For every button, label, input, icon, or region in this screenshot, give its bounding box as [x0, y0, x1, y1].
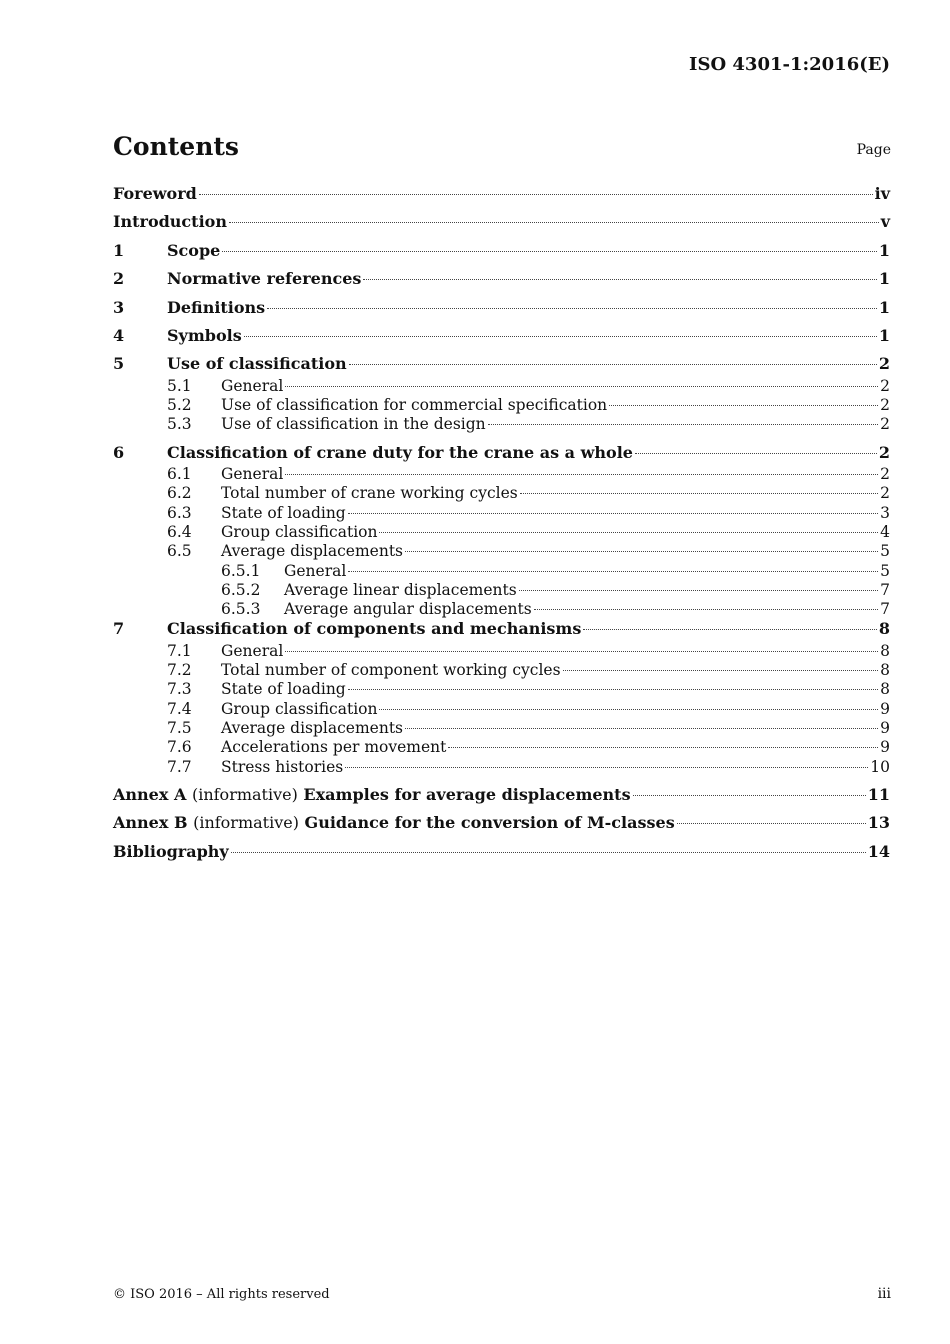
toc-entry-label: Stress histories [221, 757, 344, 776]
dot-leader [379, 532, 878, 533]
dot-leader [222, 251, 877, 252]
toc-entry-number: 6.2 [167, 484, 192, 503]
dot-leader [563, 670, 879, 671]
toc-entry-number: 5.3 [167, 415, 192, 434]
dot-leader [363, 279, 876, 280]
toc-entry[interactable] [113, 785, 890, 813]
toc-entry-number: 6 [113, 442, 125, 462]
toc-entry-label: Classification of crane duty for the crane as a whole [167, 442, 633, 462]
toc-entry-page: 8 [880, 680, 890, 699]
toc-entry-label: Normative references [167, 269, 362, 289]
toc-entry-label: General [284, 561, 347, 580]
dot-leader [448, 747, 878, 748]
toc-entry-number: 7.5 [167, 718, 192, 737]
toc-entry-page: 13 [867, 813, 890, 833]
toc-entry-number: 3 [113, 297, 125, 317]
toc-entry-number: 4 [113, 325, 125, 345]
toc-entry-page: v [880, 212, 890, 232]
toc-entry-label: State of loading [221, 503, 346, 522]
toc-entry-label: Bibliography [113, 841, 229, 861]
toc-entry-page: 2 [880, 376, 890, 395]
dot-leader [267, 308, 877, 309]
toc-entry[interactable] [113, 581, 890, 600]
dot-leader [244, 336, 877, 337]
toc-entry-number: 7.1 [167, 641, 192, 660]
toc-entry[interactable] [113, 184, 890, 212]
dot-leader [519, 590, 878, 591]
page-title: Contents [113, 132, 240, 161]
dot-leader [534, 609, 878, 610]
toc-entry-page: 9 [880, 699, 890, 718]
toc-entry-number: 7.3 [167, 680, 192, 699]
toc-entry-label: Use of classification [167, 354, 347, 374]
toc-entry-page: 7 [880, 600, 890, 619]
dot-leader [379, 709, 878, 710]
toc-entry-label: Symbols [167, 325, 242, 345]
toc-entry[interactable] [113, 415, 890, 434]
toc-entry-page: 1 [878, 269, 890, 289]
toc-entry-label: Group classification [221, 699, 378, 718]
toc-entry-number: 7.2 [167, 661, 192, 680]
dot-leader [349, 364, 877, 365]
toc-entry-label: Average displacements [221, 718, 404, 737]
dot-leader [229, 222, 879, 223]
toc-entry-page: 10 [870, 757, 890, 776]
document-id: ISO 4301-1:2016(E) [689, 54, 890, 75]
toc-entry-number: 5 [113, 354, 125, 374]
toc-entry-page: 5 [880, 561, 890, 580]
toc-entry-number: 6.5.3 [221, 600, 261, 619]
toc-entry-number: 7.6 [167, 738, 192, 757]
toc-entry-page: 7 [880, 580, 890, 599]
toc-entry-number: 7.7 [167, 757, 192, 776]
dot-leader [635, 453, 877, 454]
toc-entry-page: 2 [878, 442, 890, 462]
toc-entry[interactable] [113, 298, 890, 326]
toc-entry-label: General [221, 376, 284, 395]
toc-entry-number: 6.5.1 [221, 561, 261, 580]
toc-entry-number: 6.5 [167, 542, 192, 561]
page-column-label: Page [856, 142, 891, 158]
toc-entry-page: 2 [880, 484, 890, 503]
toc-entry-page: 9 [880, 718, 890, 737]
toc-entry-page: 9 [880, 738, 890, 757]
toc-entry-label: Total number of component working cycles [221, 661, 561, 680]
toc-entry-number: 7 [113, 619, 125, 639]
dot-leader [405, 728, 878, 729]
dot-leader [488, 424, 878, 425]
toc-entry[interactable] [113, 680, 890, 699]
toc-entry-page: iv [874, 184, 890, 203]
toc-entry-number: 2 [113, 269, 125, 289]
annex-title: Guidance for the conversion of M-classes [304, 813, 675, 833]
dot-leader [609, 405, 878, 406]
toc-entry[interactable] [113, 600, 890, 619]
toc-entry-page: 14 [867, 841, 890, 861]
toc-entry-label: Total number of crane working cycles [221, 484, 518, 503]
toc-entry-page: 2 [880, 415, 890, 434]
toc-entry-page: 2 [880, 465, 890, 484]
dot-leader [583, 629, 876, 630]
toc-entry[interactable] [113, 484, 890, 503]
dot-leader [285, 474, 878, 475]
toc-entry-number: 7.4 [167, 699, 192, 718]
toc-entry-page: 1 [878, 325, 890, 345]
toc-entry-number: 6.3 [167, 503, 192, 522]
toc-entry[interactable] [113, 842, 890, 870]
toc-entry-number: 5.1 [167, 376, 192, 395]
toc-entry[interactable] [113, 326, 890, 354]
toc-entry-label: Scope [167, 240, 221, 260]
toc-entry[interactable] [113, 212, 890, 240]
annex-note: (informative) [193, 813, 299, 833]
toc-entry-label: Average angular displacements [284, 600, 532, 619]
dot-leader [285, 651, 878, 652]
toc-entry-label: State of loading [221, 680, 346, 699]
toc-entry[interactable] [113, 719, 890, 738]
dot-leader [520, 493, 878, 494]
toc-entry[interactable] [113, 241, 890, 269]
toc-entry[interactable] [113, 523, 890, 542]
toc-entry-label: General [221, 641, 284, 660]
dot-leader [199, 194, 873, 195]
toc-entry-number: 5.2 [167, 396, 192, 415]
toc-entry-label: Average displacements [221, 542, 404, 561]
toc-entry[interactable] [113, 269, 890, 297]
toc-entry-label: Accelerations per movement [221, 738, 447, 757]
toc-entry-page: 8 [880, 641, 890, 660]
dot-leader [348, 689, 878, 690]
dot-leader [348, 571, 878, 572]
toc-entry[interactable] [113, 377, 890, 396]
toc-entry-number: 6.1 [167, 465, 192, 484]
toc-entry[interactable] [113, 396, 890, 415]
dot-leader [633, 795, 866, 796]
toc-entry-page: 3 [880, 503, 890, 522]
page-number: iii [877, 1286, 891, 1302]
dot-leader [405, 551, 878, 552]
toc-entry-label: Foreword [113, 184, 197, 203]
copyright-notice: © ISO 2016 – All rights reserved [113, 1287, 330, 1302]
toc-entry-page: 1 [878, 297, 890, 317]
toc-entry[interactable] [113, 738, 890, 757]
toc-entry-label: Use of classification for commercial specification [221, 396, 608, 415]
toc-entry-label [113, 785, 631, 804]
toc-entry-page: 8 [880, 661, 890, 680]
toc-entry-label: Introduction [113, 212, 227, 232]
toc-entry[interactable] [113, 562, 890, 581]
dot-leader [231, 852, 866, 853]
annex-note: (informative) [191, 784, 298, 804]
dot-leader [677, 823, 866, 824]
toc-entry-number: 1 [113, 240, 125, 260]
toc-entry-label: Definitions [167, 297, 266, 317]
toc-entry[interactable] [113, 661, 890, 680]
annex-prefix: Annex A [113, 784, 187, 804]
dot-leader [285, 386, 878, 387]
toc-entry-label: Group classification [221, 522, 378, 541]
toc-entry[interactable] [113, 700, 890, 719]
annex-title: Examples for average displacements [303, 784, 631, 804]
toc-entry-page: 5 [880, 542, 890, 561]
annex-prefix: Annex B [113, 813, 188, 833]
toc-entry-page: 4 [880, 522, 890, 541]
toc-entry-label: General [221, 465, 284, 484]
toc-entry-page: 2 [878, 354, 890, 374]
toc-entry-page: 11 [867, 784, 890, 804]
toc-entry-number: 6.5.2 [221, 580, 261, 599]
toc-entry-page: 8 [878, 619, 890, 639]
toc-entry-page: 1 [878, 240, 890, 260]
toc-entry-label: Classification of components and mechanisms [167, 619, 582, 639]
toc-entry-label: Average linear displacements [284, 580, 517, 599]
toc-entry-label [113, 813, 675, 832]
toc-entry[interactable] [113, 465, 890, 484]
toc-entry-label: Use of classification in the design [221, 415, 486, 434]
dot-leader [348, 513, 878, 514]
toc-entry[interactable] [113, 504, 890, 523]
table-of-contents [113, 184, 890, 870]
toc-entry[interactable] [113, 542, 890, 561]
toc-entry[interactable] [113, 642, 890, 661]
toc-entry-number: 6.4 [167, 522, 192, 541]
dot-leader [345, 767, 868, 768]
toc-entry[interactable] [113, 758, 890, 777]
toc-entry[interactable] [113, 813, 890, 841]
toc-entry-page: 2 [880, 396, 890, 415]
